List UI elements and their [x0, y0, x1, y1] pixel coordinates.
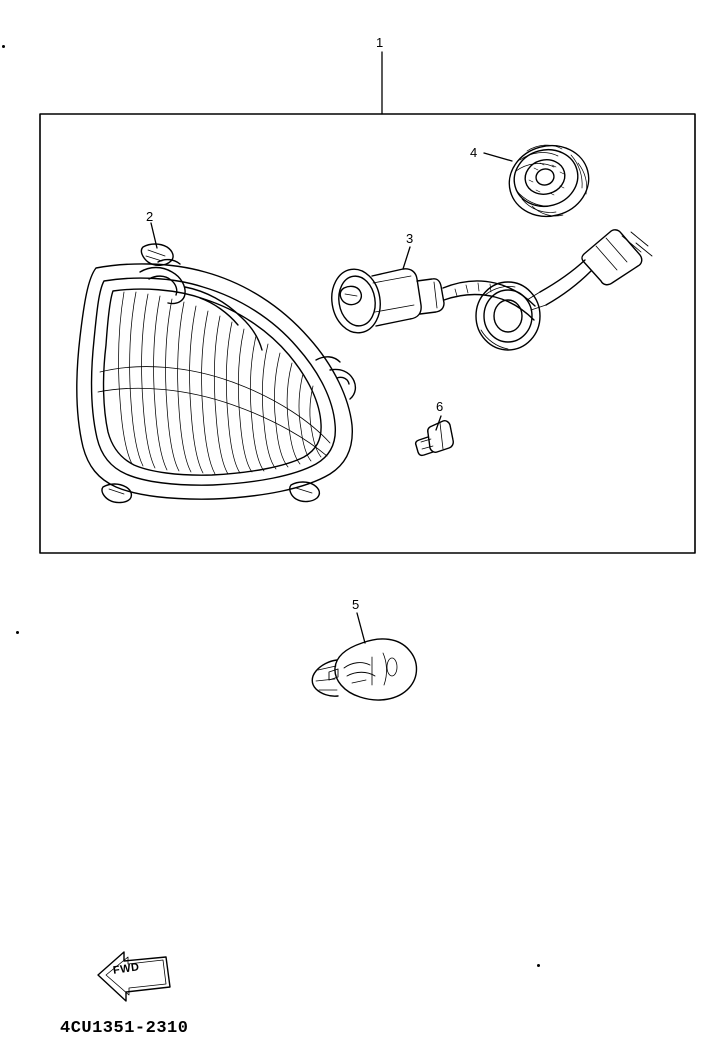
part-number-label: 4CU1351-2310 — [60, 1019, 189, 1038]
bulb-socket-assembly — [327, 230, 652, 350]
callout-5: 5 — [352, 597, 360, 612]
bulb — [312, 639, 416, 700]
speck-mark — [537, 964, 540, 967]
callout-1: 1 — [376, 35, 384, 50]
assembly-box — [40, 114, 695, 553]
headlamp-lens-body — [77, 260, 356, 503]
callout-2: 2 — [146, 209, 154, 224]
dust-cover-cap — [501, 137, 596, 225]
fwd-arrow-marker — [98, 952, 170, 1001]
callout-6: 6 — [436, 399, 444, 414]
speck-mark — [2, 45, 5, 48]
leader-lines — [151, 52, 512, 643]
mounting-screw — [416, 421, 454, 456]
callout-3: 3 — [406, 231, 414, 246]
callout-4: 4 — [470, 145, 478, 160]
speck-mark — [16, 631, 19, 634]
fwd-label: FWD — [112, 961, 141, 977]
